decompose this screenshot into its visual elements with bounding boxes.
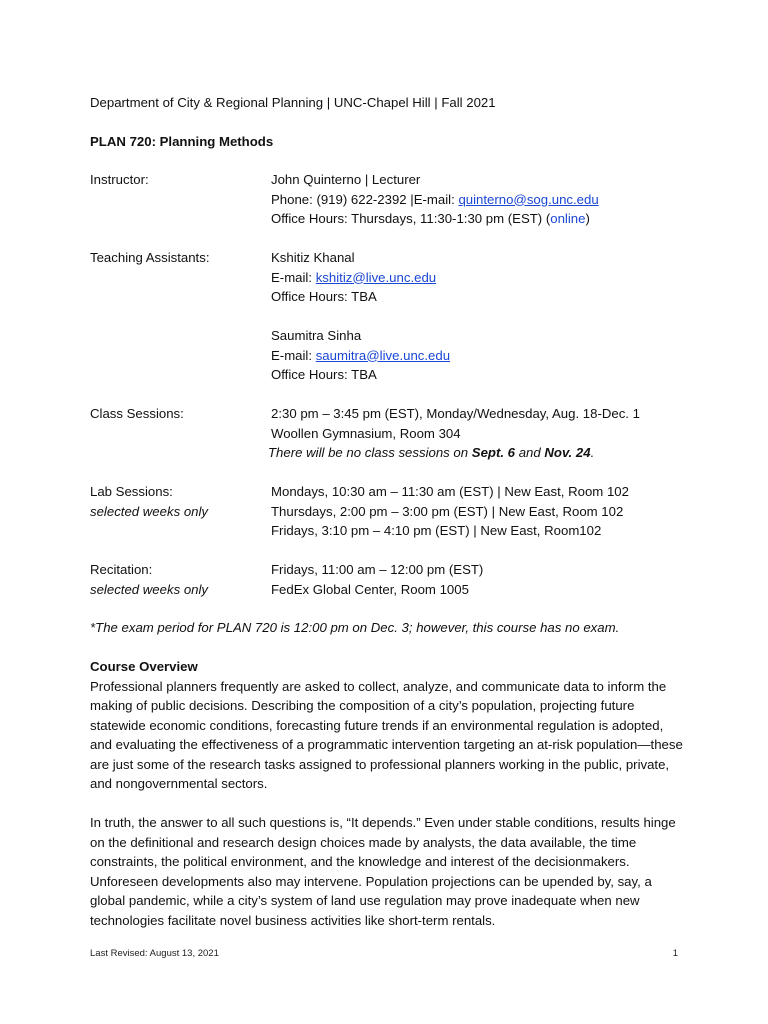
overview-paragraph: Professional planners frequently are asked to collect, analyze, and communicate data to inform the making of public decisions. Describing the composition of a city’s population, projecting future statewide economic conditions, forecasting future trends if an environmental regulation is adopted, and evaluating the effectiveness of a programmatic intervention targeting an at-risk population—these are just some of the research tasks assigned to professional planners working in the public, private, and nongovernmental sectors. [90,678,683,791]
ta-email-line: E-mail: kshitiz@live.unc.edu [271,269,437,285]
ta-name: Saumitra Sinha [271,328,362,343]
lab-sessions-note: selected weeks only [90,503,209,519]
teaching-assistants-list [271,248,690,385]
lab-session-line: Mondays, 10:30 am – 11:30 am (EST) | New East, Room 102 [271,484,629,499]
ta-name: Kshitiz Khanal [271,250,355,265]
lab-session-line: Fridays, 3:10 pm – 4:10 pm (EST) | New East, Room102 [271,523,602,538]
ta-email-link[interactable]: saumitra@live.unc.edu [315,347,451,363]
recitation-details [271,560,690,599]
teaching-assistants-row [90,248,690,385]
ta-office-hours: Office Hours: TBA [271,289,377,304]
recitation-row [90,560,690,599]
ta-entry [271,326,690,385]
ta-office-hours: Office Hours: TBA [271,367,377,382]
department-header: Department of City & Regional Planning | UNC-Chapel Hill | Fall 2021 [90,95,496,110]
recitation-location: FedEx Global Center, Room 1005 [271,581,469,597]
overview-paragraph: In truth, the answer to all such questions is, “It depends.” Even under stable conditions, results hinge on the definitional and research design choices made by analysts, the data available, the time constraints, the political environment, and the knowledge and interest of the decisionmakers. Unforeseen developments also may intervene. Population projections can be upended by, say, a global pandemic, while a city’s system of land use regulation may prove inadequate when new technologies facilitate novel business activities like short-term rentals. [90,815,676,928]
page-number: 1 [672,948,678,959]
instructor-name: John Quinterno | Lecturer [271,172,421,187]
ta-email-line: E-mail: saumitra@live.unc.edu [271,347,451,363]
class-sessions-row [90,404,690,463]
instructor-phone: Phone: (919) 622-2392 |E-mail: [271,191,459,207]
instructor-office-hours: Office Hours: Thursdays, 11:30-1:30 pm (EST) (online) [271,211,590,226]
lab-session-line: Thursdays, 2:00 pm – 3:00 pm (EST) | New East, Room 102 [271,503,624,519]
recitation-label: Recitation: selected weeks only [90,560,271,599]
class-sessions-location: Woollen Gymnasium, Room 304 [271,425,461,441]
instructor-row [90,170,690,229]
lab-sessions-details [271,482,690,541]
lab-sessions-label: Lab Sessions: selected weeks only [90,482,271,541]
syllabus-page [90,93,690,930]
teaching-assistants-label: Teaching Assistants: [90,250,210,265]
recitation-note: selected weeks only [90,581,209,597]
page-footer [90,944,678,964]
instructor-label: Instructor: [90,172,149,187]
class-sessions-time: 2:30 pm – 3:45 pm (EST), Monday/Wednesday, Aug. 18-Dec. 1 [271,406,640,421]
instructor-details [271,170,690,229]
instructor-contact [271,190,690,210]
no-class-note: There will be no class sessions on Sept. 6 and Nov. 24. [268,445,595,460]
last-revised: Last Revised: August 13, 2021 [90,948,219,959]
class-sessions-details [268,404,690,463]
exam-note: *The exam period for PLAN 720 is 12:00 pm on Dec. 3; however, this course has no exam. [90,620,620,635]
course-title: PLAN 720: Planning Methods [90,133,274,149]
course-info [90,170,690,599]
recitation-time: Fridays, 11:00 am – 12:00 pm (EST) [271,562,484,577]
ta-email-link[interactable]: kshitiz@live.unc.edu [315,269,437,285]
online-link[interactable]: online [550,211,586,226]
class-sessions-label: Class Sessions: [90,406,184,421]
instructor-email-link[interactable]: quinterno@sog.unc.edu [458,191,599,207]
course-overview-heading: Course Overview [90,659,198,674]
lab-sessions-row [90,482,690,541]
ta-entry [271,248,690,307]
